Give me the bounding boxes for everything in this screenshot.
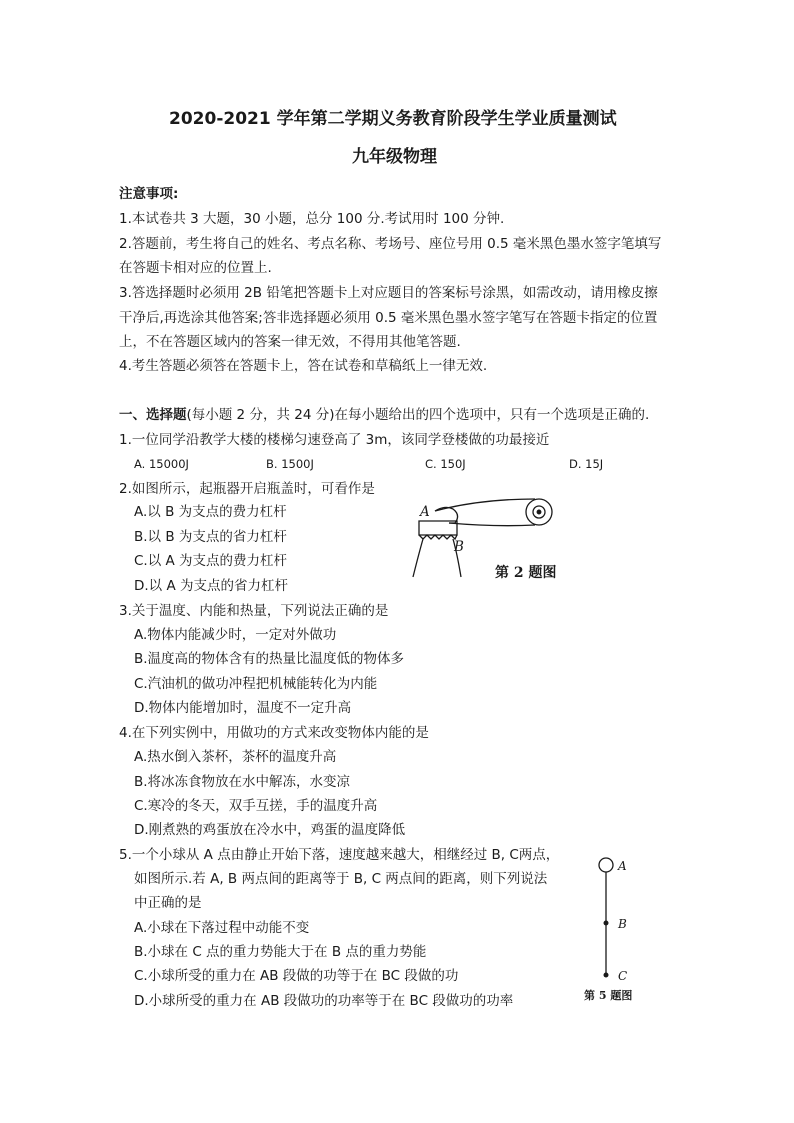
figure-label-a: A (420, 504, 430, 520)
option-a: A. 15000J (134, 457, 189, 471)
notes-line: 在答题卡相对应的位置上. (119, 260, 272, 276)
option-b: B.小球在 C 点的重力势能大于在 B 点的重力势能 (134, 944, 427, 960)
section-heading (119, 406, 649, 424)
notes-line: 干净后,再选涂其他答案;答非选择题必须用 0.5 毫米黑色墨水签字笔写在答题卡指定的位置 (119, 310, 658, 326)
notes-line: 上，不在答题区域内的答案一律无效，不得用其他笔答题. (119, 334, 461, 350)
question-stem: 如图所示.若 A, B 两点间的距离等于 B, C 两点间的距离，则下列说法 (134, 871, 548, 887)
section-heading-desc: (每小题 2 分，共 24 分)在每小题给出的四个选项中，只有一个选项是正确的. (186, 407, 650, 423)
question-stem: 1.一位同学沿教学大楼的楼梯匀速登高了 3m，该同学登楼做的功最接近 (119, 432, 550, 448)
option-d: D.以 A 为支点的省力杠杆 (134, 578, 289, 594)
figure-label-b: B (454, 539, 464, 555)
question-stem: 4.在下列实例中，用做功的方式来改变物体内能的是 (119, 725, 429, 741)
figure-label-b: B (618, 917, 627, 931)
question-stem: 5.一个小球从 A 点由静止开始下落，速度越来越大，相继经过 B, C两点， (119, 847, 560, 863)
section-heading-label: 一、选择题 (119, 407, 187, 423)
option-c: C.寒冷的冬天，双手互搓，手的温度升高 (134, 798, 378, 814)
option-b: B.以 B 为支点的省力杠杆 (134, 529, 287, 545)
option-d: D.小球所受的重力在 AB 段做功的功率等于在 BC 段做功的功率 (134, 993, 514, 1009)
notes-line: 2.答题前，考生将自己的姓名、考点名称、考场号、座位号用 0.5 毫米黑色墨水签字笔填写 (119, 236, 662, 252)
option-a: A.以 B 为支点的费力杠杆 (134, 504, 287, 520)
page-subtitle: 九年级物理 (352, 147, 437, 167)
option-d: D. 15J (569, 457, 604, 471)
figure-caption: 第 2 题图 (495, 565, 557, 581)
option-a: A.物体内能减少时，一定对外做功 (134, 627, 337, 643)
figure-caption: 第 5 题图 (584, 989, 633, 1002)
notes-line: 4.考生答题必须答在答题卡上，答在试卷和草稿纸上一律无效. (119, 358, 488, 374)
option-a: A.小球在下落过程中动能不变 (134, 920, 310, 936)
question-stem: 3.关于温度、内能和热量，下列说法正确的是 (119, 603, 389, 619)
question-stem: 中正确的是 (134, 895, 202, 911)
figure-label-c: C (618, 969, 628, 983)
option-c: C.以 A 为支点的费力杠杆 (134, 553, 288, 569)
question-stem: 2.如图所示，起瓶器开启瓶盖时，可看作是 (119, 481, 375, 497)
option-d: D.刚煮熟的鸡蛋放在冷水中，鸡蛋的温度降低 (134, 822, 406, 838)
option-c: C. 150J (425, 457, 466, 471)
falling-ball-figure (591, 855, 621, 980)
figure-label-a: A (618, 859, 627, 873)
page-title: 2020-2021 学年第二学期义务教育阶段学生学业质量测试 (169, 109, 617, 129)
notes-heading: 注意事项: (119, 186, 179, 202)
option-b: B.温度高的物体含有的热量比温度低的物体多 (134, 651, 405, 667)
option-c: C.汽油机的做功冲程把机械能转化为内能 (134, 676, 378, 692)
option-b: B.将冰冻食物放在水中解冻，水变凉 (134, 774, 351, 790)
option-a: A.热水倒入茶杯，茶杯的温度升高 (134, 749, 337, 765)
notes-line: 3.答选择题时必须用 2B 铅笔把答题卡上对应题目的答案标号涂黑，如需改动，请用橡皮擦 (119, 285, 658, 301)
option-b: B. 1500J (266, 457, 314, 471)
option-d: D.物体内能增加时，温度不一定升高 (134, 700, 352, 716)
notes-line: 1.本试卷共 3 大题，30 小题，总分 100 分.考试用时 100 分钟. (119, 211, 505, 227)
option-c: C.小球所受的重力在 AB 段做的功等于在 BC 段做的功 (134, 968, 459, 984)
